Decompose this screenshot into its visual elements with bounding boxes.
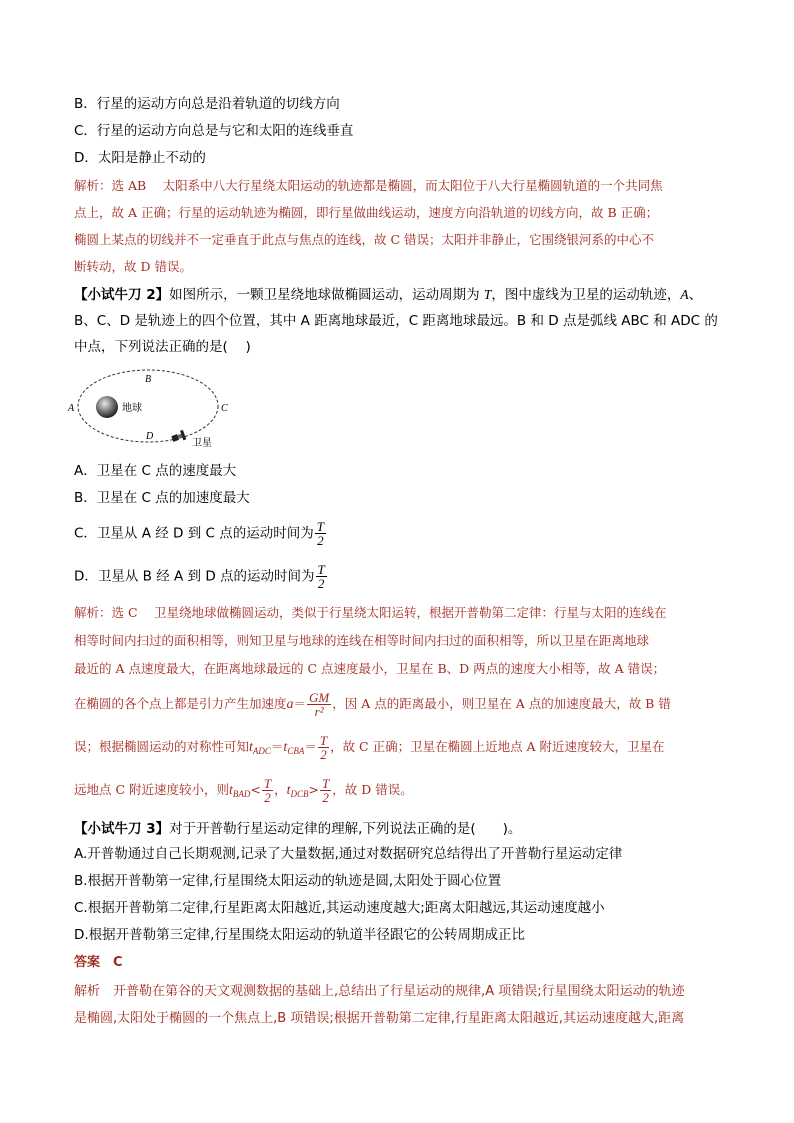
point-d-label: D xyxy=(146,431,154,442)
q2-analysis-line-1: 解析：选 C 卫星绕地球做椭圆运动，类似于行星绕太阳运转，根据开普勒第二定律：行星与太阳的连线在 xyxy=(74,605,667,620)
q3-tag: 【小试牛刀 3】 xyxy=(74,821,170,837)
point-c-label: C xyxy=(221,403,228,414)
earth-icon xyxy=(96,396,118,418)
satellite-label: 卫星 xyxy=(192,438,212,449)
q2-option-d: D．卫星从 B 经 A 到 D 点的运动时间为 $\frac{T}{2}$ xyxy=(74,562,325,591)
q2-analysis-line-5: 误；根据椭圆运动的对称性可知$t_{ADC}=t_{CBA}=$ $\frac{T}{2}$ ，故 C 正确；卫星在椭圆上近地点 A 附近速度较大，卫星在 xyxy=(74,733,665,762)
q1-option-b: B．行星的运动方向总是沿着轨道的切线方向 xyxy=(74,96,340,112)
fraction-t-over-2: $\frac{T}{2}$ xyxy=(322,776,330,805)
fraction-t-over-2: $\frac{T}{2}$ xyxy=(263,776,272,805)
fraction-gm-over-r2: $\frac{GM}{\text{r²}}$ xyxy=(309,690,330,719)
q2-option-b: B．卫星在 C 点的加速度最大 xyxy=(74,490,250,506)
orbit-figure xyxy=(66,360,246,452)
point-b-label: B xyxy=(145,374,152,385)
earth-label: 地球 xyxy=(122,403,142,414)
q3-answer: 答案 C xyxy=(74,955,123,970)
q3-option-b: B.根据开普勒第一定律,行星围绕太阳运动的轨迹是圆,太阳处于圆心位置 xyxy=(74,873,502,889)
q2-option-a: A．卫星在 C 点的速度最大 xyxy=(74,463,237,479)
q3-option-a: A.开普勒通过自己长期观测,记录了大量数据,通过对数据研究总结得出了开普勒行星运动定律 xyxy=(74,846,623,862)
q1-analysis-line-4: 断转动，故 D 错误。 xyxy=(74,259,192,274)
q3-analysis-line-2: 是椭圆,太阳处于椭圆的一个焦点上,B 项错误;根据开普勒第二定律,行星距离太阳越近,其运动速度越大,距离 xyxy=(74,1011,685,1026)
q3-stem: 【小试牛刀 3】对于开普勒行星运动定律的理解,下列说法正确的是( )。 xyxy=(74,821,522,837)
q3-option-d: D.根据开普勒第三定律,行星围绕太阳运动的轨道半径跟它的公转周期成正比 xyxy=(74,927,525,943)
q2-tag: 【小试牛刀 2】 xyxy=(74,287,170,303)
fraction-t-over-2: $\frac{T}{2}$ xyxy=(316,519,324,548)
q1-analysis-line-1: 解析：选 AB 太阳系中八大行星绕太阳运动的轨迹都是椭圆，而太阳位于八大行星椭圆轨道的一个共同焦 xyxy=(74,178,663,193)
q1-analysis-line-2: 点上，故 A 正确；行星的运动轨迹为椭圆，即行星做曲线运动，速度方向沿轨道的切线方向，故 B 正确； xyxy=(74,205,659,220)
q3-option-c: C.根据开普勒第二定律,行星距离太阳越近,其运动速度越大;距离太阳越远,其运动速度越小 xyxy=(74,900,605,916)
q2-analysis-line-2: 相等时间内扫过的面积相等，则知卫星与地球的连线在相等时间内扫过的面积相等，所以卫星在距离地球 xyxy=(74,633,650,648)
q1-option-d: D．太阳是静止不动的 xyxy=(74,150,206,166)
q2-stem-line-2: B、C、D 是轨迹上的四个位置，其中 A 距离地球最近，C 距离地球最远。B 和 D 点是弧线 ABC 和 ADC 的 xyxy=(74,313,718,329)
q1-option-c: C．行星的运动方向总是与它和太阳的连线垂直 xyxy=(74,123,354,139)
point-a-label: A xyxy=(68,403,75,414)
q2-stem-line-1: 【小试牛刀 2】如图所示，一颗卫星绕地球做椭圆运动，运动周期为 T，图中虚线为卫星的运动轨迹，A、 xyxy=(74,287,703,303)
q2-stem-line-3: 中点，下列说法正确的是( ) xyxy=(74,339,251,355)
satellite-icon xyxy=(171,430,187,444)
fraction-t-over-2: $\frac{T}{2}$ xyxy=(319,733,328,762)
q2-analysis-line-3: 最近的 A 点速度最大，在距离地球最远的 C 点速度最小，卫星在 B、D 两点的速度大小相等，故 A 错误； xyxy=(74,661,666,676)
fraction-t-over-2: $\frac{T}{2}$ xyxy=(317,562,325,591)
q2-analysis-line-6: 远地点 C 附近速度较小，则$t_{BAD}<$ $\frac{T}{2}$ ，$t_{DCB}>$ $\frac{T}{2}$ ，故 D 错误。 xyxy=(74,776,413,805)
q3-analysis-line-1: 解析 开普勒在第谷的天文观测数据的基础上,总结出了行星运动的规律,A 项错误;行星围绕太阳运动的轨迹 xyxy=(74,984,685,999)
q2-option-c: C．卫星从 A 经 D 到 C 点的运动时间为 $\frac{T}{2}$ xyxy=(74,519,324,548)
q1-analysis-line-3: 椭圆上某点的切线并不一定垂直于此点与焦点的连线，故 C 错误；太阳并非静止，它围绕银河系的中心不 xyxy=(74,232,655,247)
q2-analysis-line-4: 在椭圆的各个点上都是引力产生加速度a＝ $\frac{GM}{\text{r²}}$ ，因 A 点的距离最小，则卫星在 A 点的加速度最大，故 B 错 xyxy=(74,690,671,719)
